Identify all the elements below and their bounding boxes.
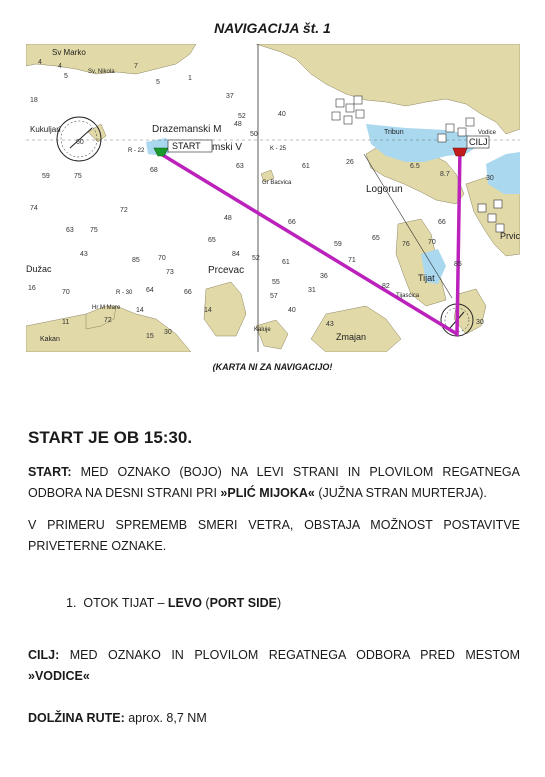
depth-sounding: 40 [288, 307, 296, 314]
depth-sounding: 55 [272, 279, 280, 286]
place-drazemanski: Drazemanski M [152, 124, 222, 135]
depth-sounding: 31 [308, 287, 316, 294]
depth-sounding: 5 [64, 73, 68, 80]
depth-sounding: 59 [42, 173, 50, 180]
depth-sounding: 65 [372, 235, 380, 242]
depth-sounding: 1 [188, 75, 192, 82]
depth-sounding: 48 [234, 121, 242, 128]
depth-sounding: 75 [74, 173, 82, 180]
depth-sounding: 26 [346, 159, 354, 166]
depth-sounding: 52 [252, 255, 260, 262]
depth-sounding: 84 [232, 251, 240, 258]
depth-sounding: 71 [348, 257, 356, 264]
start-text-b: (JUŽNA STRAN MURTERJA). [314, 486, 487, 500]
depth-sounding: 43 [326, 321, 334, 328]
place-r22: R - 22 [128, 148, 145, 154]
place-sv-marko: Sv Marko [52, 48, 86, 57]
route-length [28, 711, 207, 725]
depth-sounding: 4 [58, 63, 62, 70]
depth-sounding: 14 [204, 307, 212, 314]
depth-sounding: 61 [302, 163, 310, 170]
depth-sounding: 57 [270, 293, 278, 300]
depth-sounding: 50 [250, 131, 258, 138]
depth-sounding: 37 [226, 93, 234, 100]
mark-number: 1. [66, 596, 77, 610]
place-tijascica: Tijascica [396, 293, 420, 299]
place-mski-v: mski V [212, 142, 242, 153]
depth-sounding: 4 [38, 59, 42, 66]
depth-sounding: 82 [382, 283, 390, 290]
place-duzac: Dužac [26, 264, 52, 274]
depth-sounding: 75 [90, 227, 98, 234]
depth-sounding: 72 [120, 207, 128, 214]
place-vodice: Vodice [478, 130, 497, 136]
depth-sounding: 70 [158, 255, 166, 262]
depth-sounding: 65 [208, 237, 216, 244]
depth-sounding: 59 [334, 241, 342, 248]
start-place: »PLIĆ MIJOKA« [220, 486, 315, 500]
place-k25: K - 25 [270, 146, 287, 152]
place-logorun: Logorun [366, 184, 403, 195]
depth-sounding: 73 [166, 269, 174, 276]
depth-sounding: 18 [30, 97, 38, 104]
depth-sounding: 85 [132, 257, 140, 264]
depth-sounding: 85 [454, 261, 462, 268]
finish-text: MED OZNAKO IN PLOVILOM REGATNEGA ODBORA PRED MESTOM [59, 648, 520, 662]
mark-side-b: ( [201, 596, 210, 610]
place-prvic: Prvic [500, 231, 520, 241]
length-label: DOLŽINA RUTE: [28, 711, 125, 725]
length-value: aprox. 8,7 NM [124, 711, 207, 725]
finish-paragraph [28, 645, 520, 687]
depth-sounding: 72 [104, 317, 112, 324]
depth-sounding: 66 [438, 219, 446, 226]
depth-sounding: 66 [288, 219, 296, 226]
depth-sounding: 64 [146, 287, 154, 294]
depth-sounding: 8.7 [440, 171, 450, 178]
depth-sounding: 48 [224, 215, 232, 222]
place-tijat: Tijat [418, 273, 435, 283]
place-kakan: Kakan [40, 336, 60, 343]
mark-text: OTOK TIJAT – [83, 596, 168, 610]
depth-sounding: 63 [66, 227, 74, 234]
place-hr-m-mare: Hr M Mare [92, 305, 121, 311]
start-text-a: MED OZNAKO (BOJO) NA LEVI STRANI IN PLOVILOM REGATNEGA ODBORA NA DESNI STRANI PRI [28, 465, 520, 500]
depth-sounding: 74 [30, 205, 38, 212]
depth-sounding: 5 [156, 79, 160, 86]
depth-sounding: 43 [80, 251, 88, 258]
depth-sounding: 30 [164, 329, 172, 336]
depth-sounding: 36 [320, 273, 328, 280]
depth-sounding: 76 [402, 241, 410, 248]
wind-note: V PRIMERU SPREMEMB SMERI VETRA, OBSTAJA MOŽNOST POSTAVITVE PRIVETERNE OZNAKE. [28, 518, 520, 553]
place-gr-bacvica: Gr Bacvica [262, 180, 292, 186]
depth-sounding: 60 [76, 139, 84, 146]
mark-side-c: PORT SIDE [209, 596, 277, 610]
depth-sounding: 66 [184, 289, 192, 296]
depth-sounding: 40 [278, 111, 286, 118]
start-label-bold: START: [28, 465, 72, 479]
mark-side-d: ) [276, 596, 282, 610]
depth-sounding: 16 [28, 285, 36, 292]
place-sv-nikola: Sv. Nikola [88, 69, 115, 75]
depth-sounding: 6.5 [410, 163, 420, 170]
depth-sounding: 30 [476, 319, 484, 326]
mark-side-a: LEVO [167, 596, 202, 610]
depth-sounding: 52 [238, 113, 246, 120]
depth-sounding: 15 [146, 333, 154, 340]
map-caption: (KARTA NI ZA NAVIGACIJO! [212, 362, 333, 372]
mark-list-item [66, 596, 281, 610]
place-tribun: Tribun [384, 129, 404, 136]
nautical-chart [26, 44, 520, 352]
depth-sounding: 30 [486, 175, 494, 182]
place-kaluje: Kaluje [254, 327, 271, 333]
finish-place: »VODICE« [28, 669, 90, 683]
depth-sounding: 7 [134, 63, 138, 70]
place-kukuljari: Kukuljari [30, 125, 61, 134]
finish-label: CILJ [469, 137, 488, 147]
start-label: START [172, 141, 201, 151]
start-time-heading: START JE OB 15:30. [28, 428, 193, 447]
place-prcevac: Prcevac [208, 265, 245, 276]
depth-sounding: 68 [150, 167, 158, 174]
start-paragraph [28, 462, 520, 504]
depth-sounding: 70 [62, 289, 70, 296]
depth-sounding: 63 [236, 163, 244, 170]
page-title: NAVIGACIJA št. 1 [214, 20, 331, 36]
place-zmajan: Zmajan [336, 332, 367, 342]
depth-sounding: 14 [136, 307, 144, 314]
depth-sounding: 70 [428, 239, 436, 246]
depth-sounding: 11 [62, 319, 70, 326]
finish-label-bold: CILJ: [28, 648, 60, 662]
place-r30: R - 30 [116, 290, 133, 296]
depth-sounding: 61 [282, 259, 290, 266]
